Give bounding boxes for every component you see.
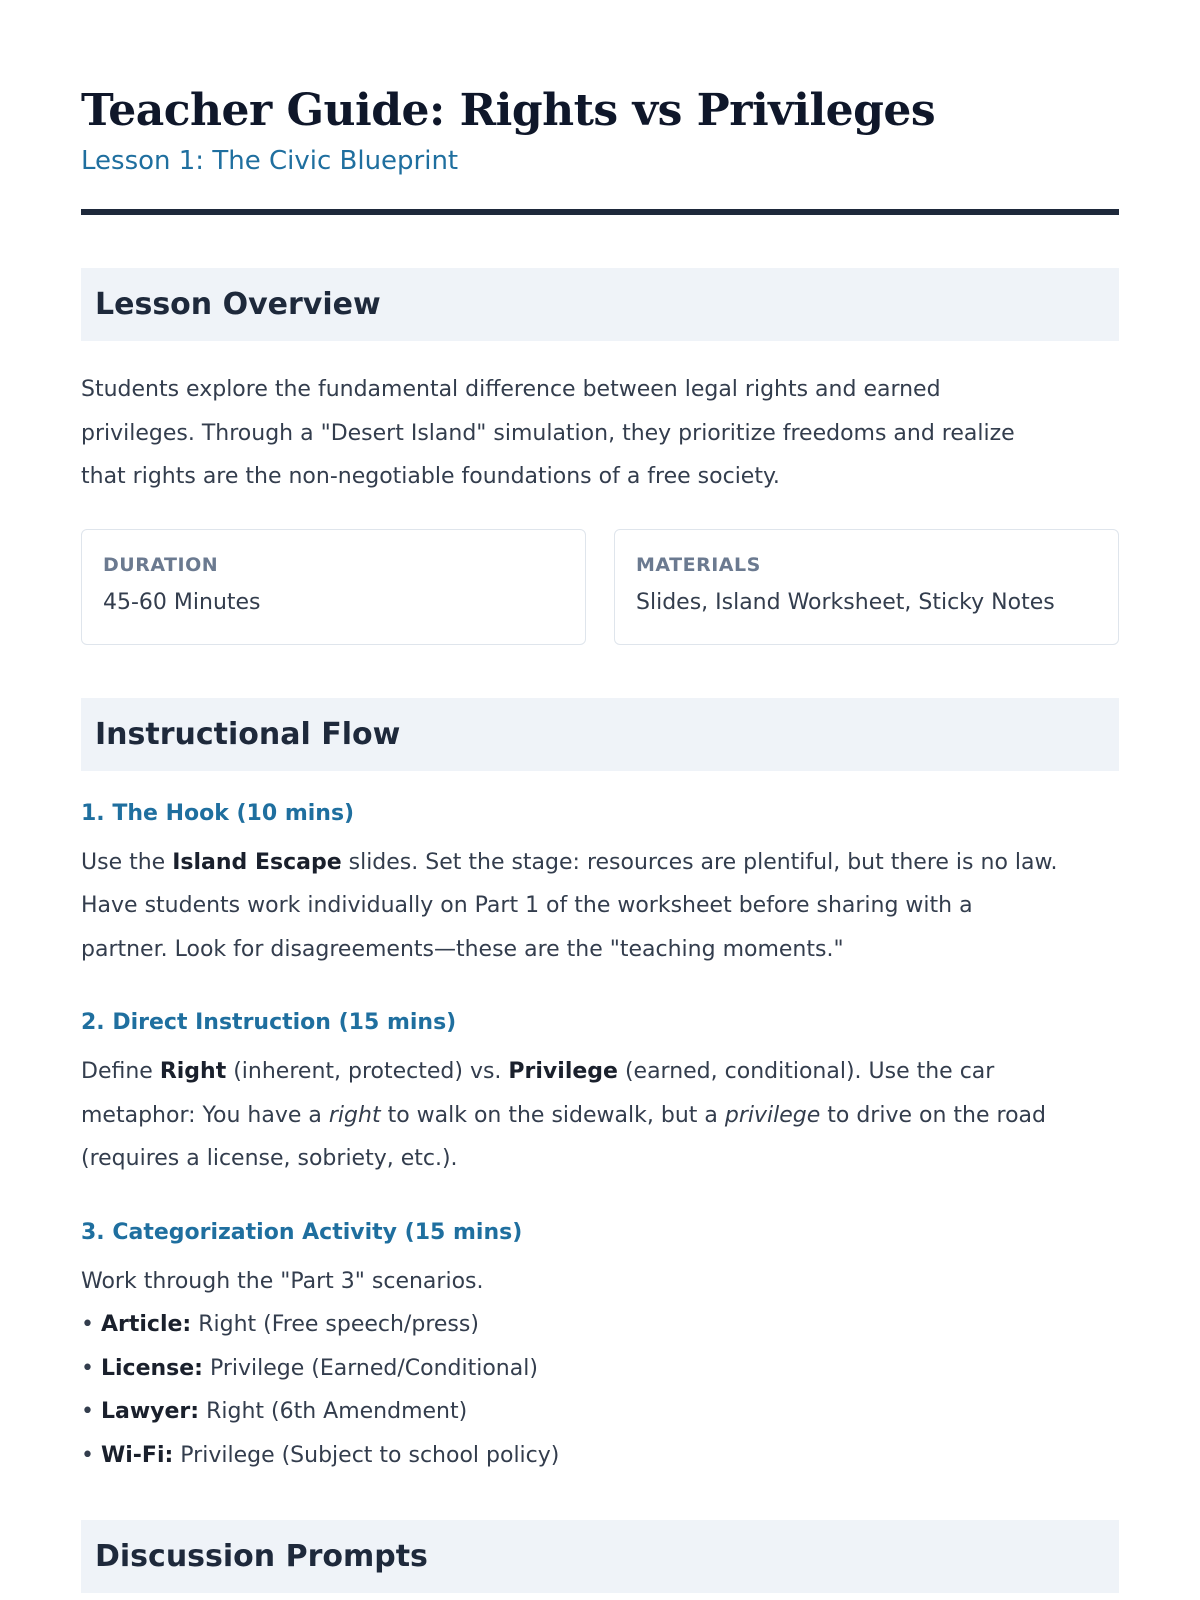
step-2-bold-privilege: Privilege bbox=[508, 1059, 618, 1084]
step-1-title: 1. The Hook (10 mins) bbox=[81, 800, 355, 826]
section-heading-discussion: Discussion Prompts bbox=[81, 1520, 1119, 1593]
step-3-title: 3. Categorization Activity (15 mins) bbox=[81, 1219, 523, 1245]
step-2-text: to walk on the sidewalk, but a bbox=[380, 1102, 725, 1128]
list-item: • Lawyer: Right (6th Amendment) bbox=[81, 1399, 468, 1424]
step-2-title: 2. Direct Instruction (15 mins) bbox=[81, 1010, 457, 1035]
step-2-italic-right: right bbox=[328, 1102, 381, 1128]
list-item-term: Article: bbox=[100, 1312, 192, 1337]
materials-card bbox=[614, 529, 1119, 645]
overview-paragraph: Students explore the fundamental difference between legal rights and earned privileges. Through a "Desert Island" simulation, they prioritize freedoms and realize that rights are the non-negotiable foundations of a free society. bbox=[81, 377, 1015, 489]
list-item-term: Wi-Fi: bbox=[100, 1442, 174, 1468]
duration-label: DURATION bbox=[103, 553, 219, 576]
list-item-term: Lawyer: bbox=[100, 1399, 200, 1424]
step-2-text: (earned, conditional). Use the car metaphor: You have a bbox=[81, 1059, 995, 1128]
list-item-desc: Privilege (Earned/Conditional) bbox=[202, 1355, 538, 1381]
section-heading-instructional-flow: Instructional Flow bbox=[81, 698, 1119, 771]
step-2-text: Define bbox=[81, 1059, 160, 1084]
page-subtitle: Lesson 1: The Civic Blueprint bbox=[81, 146, 459, 176]
materials-value: Slides, Island Worksheet, Sticky Notes bbox=[636, 589, 1055, 615]
section-heading-overview: Lesson Overview bbox=[81, 268, 1119, 341]
step-2-paragraph bbox=[81, 1050, 1119, 1181]
step-2-text: (inherent, protected) vs. bbox=[226, 1059, 509, 1084]
list-item: • License: Privilege (Earned/Conditional) bbox=[81, 1355, 538, 1381]
step-1-text: Use the bbox=[81, 849, 173, 875]
step-2-italic-privilege: privilege bbox=[724, 1102, 821, 1128]
list-item-desc: Privilege (Subject to school policy) bbox=[173, 1442, 560, 1468]
title-divider bbox=[81, 209, 1119, 215]
materials-label: MATERIALS bbox=[636, 553, 761, 576]
list-item-term: License: bbox=[100, 1355, 203, 1381]
step-1-paragraph bbox=[81, 841, 1119, 972]
page-title: Teacher Guide: Rights vs Privileges bbox=[81, 85, 936, 136]
step-2-bold-right: Right bbox=[159, 1059, 227, 1084]
step-2-text: to drive on the road (requires a license, sobriety, etc.). bbox=[81, 1102, 1046, 1171]
list-item-desc: Right (Free speech/press) bbox=[191, 1312, 479, 1337]
scenario-list bbox=[81, 1303, 1119, 1477]
step-1-text: slides. Set the stage: resources are plentiful, but there is no law. Have students work individually on Part 1 of the worksheet before sharing with a partner. Look for disagreements—these are the "teaching moments." bbox=[81, 849, 1058, 962]
lesson-info-cards bbox=[81, 529, 1119, 645]
duration-card bbox=[81, 529, 586, 645]
step-3-intro: Work through the "Part 3" scenarios. bbox=[81, 1268, 484, 1294]
duration-value: 45-60 Minutes bbox=[103, 589, 261, 615]
list-item: • Article: Right (Free speech/press) bbox=[81, 1312, 479, 1337]
step-1-bold: Island Escape bbox=[172, 849, 342, 875]
list-item: • Wi-Fi: Privilege (Subject to school policy) bbox=[81, 1442, 560, 1468]
list-item-desc: Right (6th Amendment) bbox=[199, 1399, 468, 1424]
